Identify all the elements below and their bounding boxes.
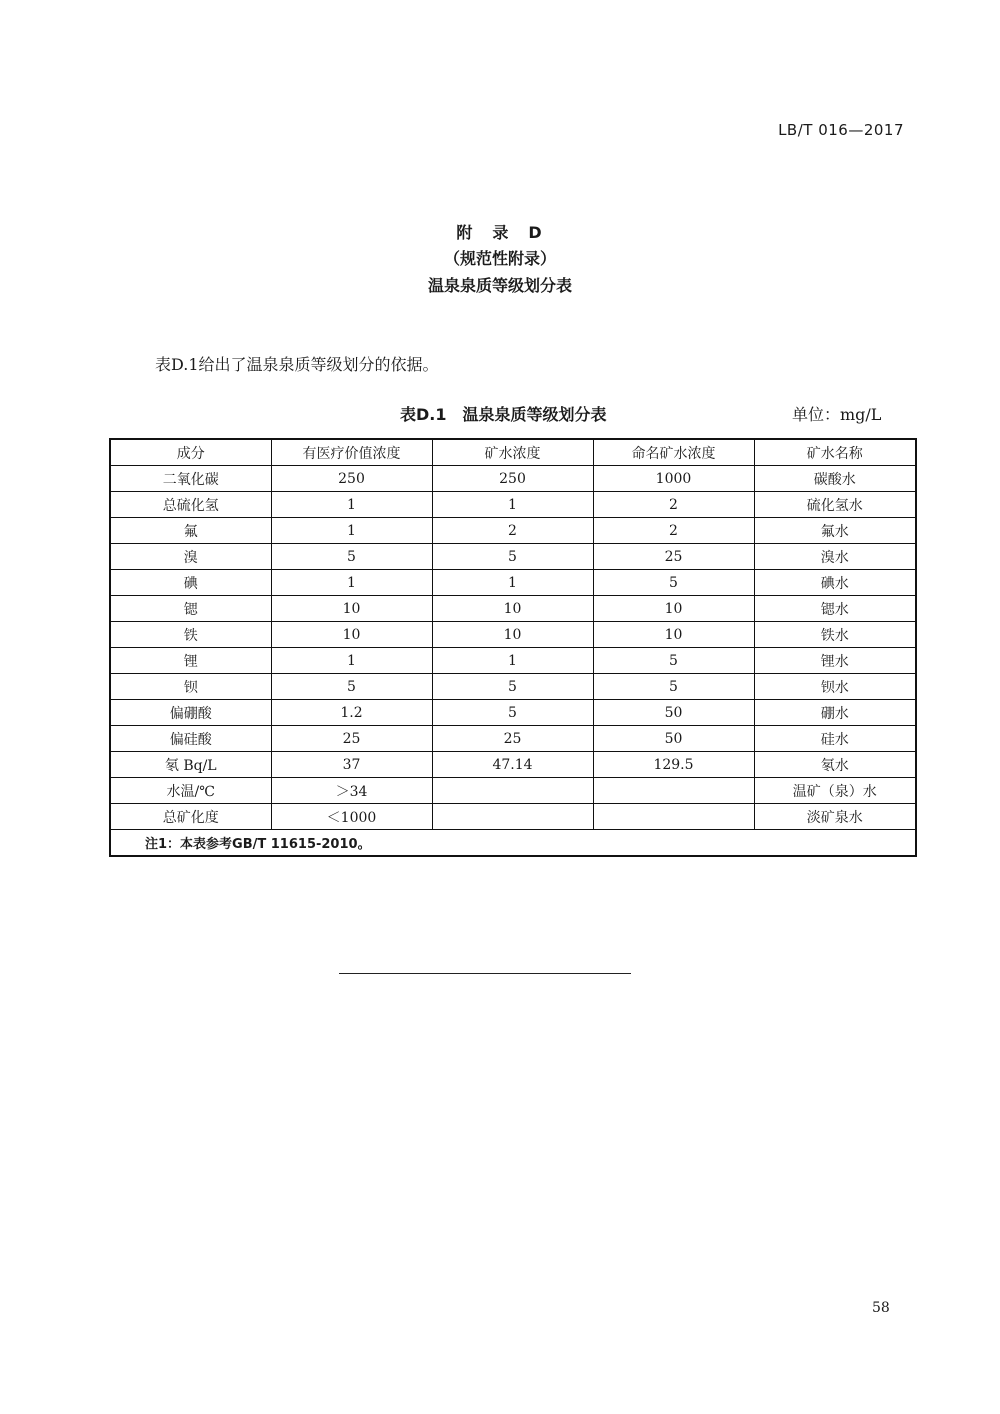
header-cell: 有医疗价值浓度 [271, 439, 432, 466]
component-cell: 总硫化氢 [110, 492, 271, 518]
value-cell: 10 [432, 622, 593, 648]
table-note-row [110, 830, 916, 857]
table-row [110, 752, 916, 778]
value-cell: 250 [271, 466, 432, 492]
value-cell: 50 [593, 726, 754, 752]
value-cell: 25 [271, 726, 432, 752]
value-cell: 1 [271, 570, 432, 596]
table-row [110, 674, 916, 700]
value-cell [593, 778, 754, 804]
table-header-row [110, 439, 916, 466]
value-cell: 2 [593, 492, 754, 518]
value-cell: 47.14 [432, 752, 593, 778]
value-cell: 5 [593, 674, 754, 700]
value-cell: 1000 [593, 466, 754, 492]
table-row [110, 804, 916, 830]
value-cell: 硫化氢水 [754, 492, 916, 518]
value-cell: 2 [593, 518, 754, 544]
value-cell: 氡水 [754, 752, 916, 778]
table-row [110, 648, 916, 674]
component-cell: 偏硼酸 [110, 700, 271, 726]
value-cell: 铁水 [754, 622, 916, 648]
component-cell: 氟 [110, 518, 271, 544]
value-cell: 溴水 [754, 544, 916, 570]
value-cell: 50 [593, 700, 754, 726]
value-cell: 1 [271, 518, 432, 544]
value-cell: 钡水 [754, 674, 916, 700]
table-row [110, 544, 916, 570]
end-rule [339, 973, 631, 974]
value-cell: 1 [432, 492, 593, 518]
header-cell: 成分 [110, 439, 271, 466]
value-cell [432, 778, 593, 804]
component-cell: 水温/℃ [110, 778, 271, 804]
value-cell: 10 [593, 596, 754, 622]
table-row [110, 726, 916, 752]
value-cell: ＞34 [271, 778, 432, 804]
value-cell: 硅水 [754, 726, 916, 752]
value-cell: 1 [432, 648, 593, 674]
value-cell [432, 804, 593, 830]
appendix-type: （规范性附录） [443, 249, 556, 268]
value-cell: 37 [271, 752, 432, 778]
component-cell: 锶 [110, 596, 271, 622]
value-cell: 2 [432, 518, 593, 544]
table-row [110, 700, 916, 726]
value-cell: 1 [432, 570, 593, 596]
appendix-title: 温泉泉质等级划分表 [427, 276, 572, 295]
page-number: 58 [872, 1300, 890, 1316]
value-cell: 5 [432, 544, 593, 570]
table-row [110, 492, 916, 518]
table-row [110, 622, 916, 648]
value-cell: 1 [271, 492, 432, 518]
value-cell: 10 [593, 622, 754, 648]
value-cell: 淡矿泉水 [754, 804, 916, 830]
value-cell: 5 [593, 570, 754, 596]
value-cell: 温矿（泉）水 [754, 778, 916, 804]
component-cell: 氡 Bq/L [110, 752, 271, 778]
value-cell: 25 [593, 544, 754, 570]
table-row [110, 570, 916, 596]
hot-spring-grade-table [109, 438, 917, 857]
table-row [110, 778, 916, 804]
table-note: 注1：本表参考GB/T 11615-2010。 [110, 830, 916, 857]
value-cell: 5 [271, 544, 432, 570]
standard-number: LB/T 016—2017 [778, 121, 904, 139]
value-cell: 5 [432, 700, 593, 726]
value-cell: 锂水 [754, 648, 916, 674]
appendix-label: 附 录 D [456, 223, 544, 242]
component-cell: 铁 [110, 622, 271, 648]
value-cell: 5 [271, 674, 432, 700]
table-row [110, 518, 916, 544]
table-caption: 表D.1 温泉泉质等级划分表 [400, 405, 607, 424]
value-cell: 1 [271, 648, 432, 674]
component-cell: 偏硅酸 [110, 726, 271, 752]
value-cell: 5 [593, 648, 754, 674]
table-row [110, 466, 916, 492]
intro-paragraph: 表D.1给出了温泉泉质等级划分的依据。 [155, 355, 439, 374]
component-cell: 二氧化碳 [110, 466, 271, 492]
value-cell: 氟水 [754, 518, 916, 544]
component-cell: 溴 [110, 544, 271, 570]
component-cell: 锂 [110, 648, 271, 674]
value-cell: 25 [432, 726, 593, 752]
value-cell: 碳酸水 [754, 466, 916, 492]
value-cell: 1.2 [271, 700, 432, 726]
header-cell: 矿水浓度 [432, 439, 593, 466]
header-cell: 命名矿水浓度 [593, 439, 754, 466]
value-cell: 5 [432, 674, 593, 700]
value-cell: 10 [271, 596, 432, 622]
table-unit: 单位：mg/L [792, 405, 882, 424]
value-cell: 129.5 [593, 752, 754, 778]
value-cell: 10 [271, 622, 432, 648]
value-cell: 锶水 [754, 596, 916, 622]
value-cell: 10 [432, 596, 593, 622]
value-cell: 碘水 [754, 570, 916, 596]
value-cell: 硼水 [754, 700, 916, 726]
header-cell: 矿水名称 [754, 439, 916, 466]
value-cell [593, 804, 754, 830]
component-cell: 钡 [110, 674, 271, 700]
table-row [110, 596, 916, 622]
component-cell: 总矿化度 [110, 804, 271, 830]
component-cell: 碘 [110, 570, 271, 596]
value-cell: 250 [432, 466, 593, 492]
value-cell: ＜1000 [271, 804, 432, 830]
